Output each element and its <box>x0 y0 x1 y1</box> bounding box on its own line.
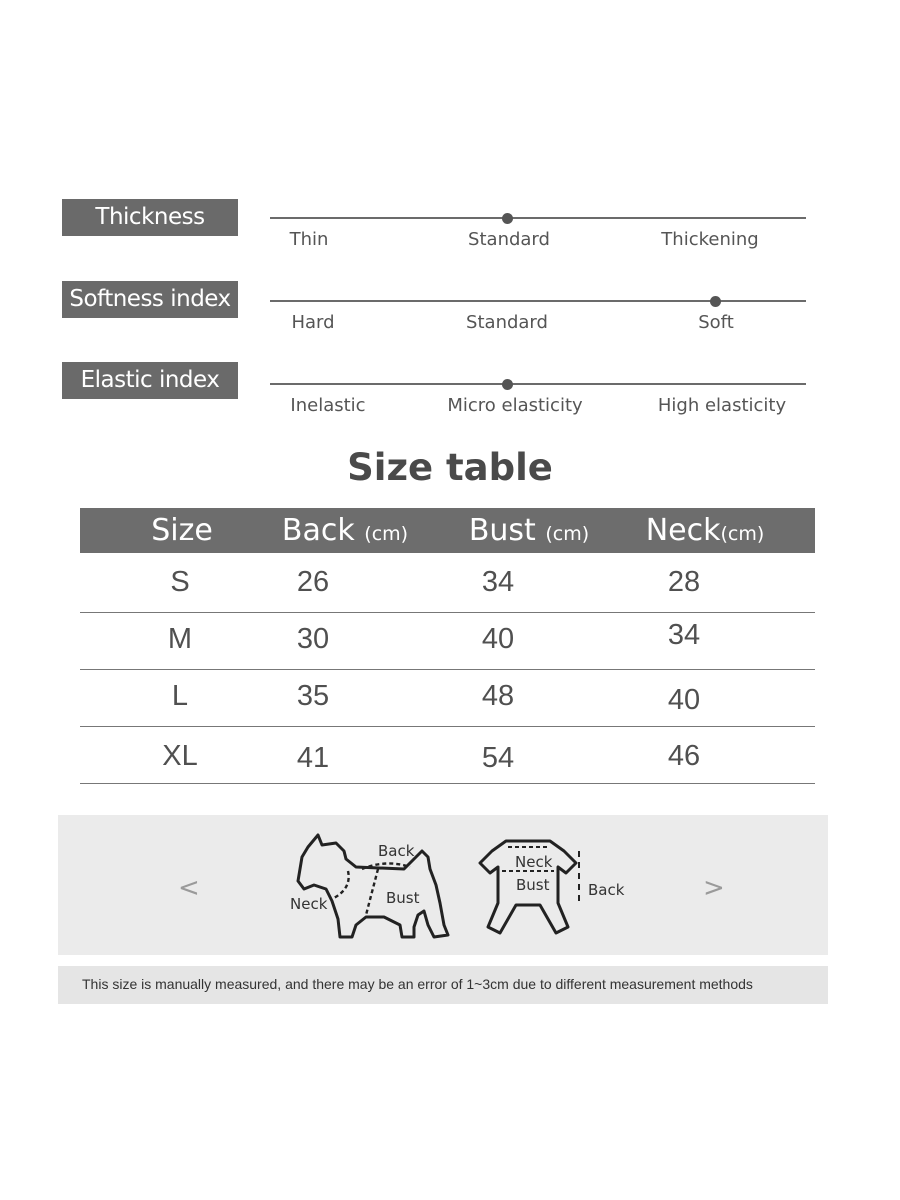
index-option: Soft <box>698 312 734 333</box>
dog-outline-icon <box>286 829 466 941</box>
index-option: High elasticity <box>657 395 787 416</box>
header-bust <box>469 508 589 553</box>
dog-back-label: Back <box>378 842 415 860</box>
index-label: Softness index <box>62 281 238 318</box>
header-unit: (cm) <box>364 523 409 545</box>
cell-size: M <box>167 623 193 655</box>
back-measure-line <box>578 851 580 901</box>
index-option: Thin <box>289 229 329 250</box>
garment-neck-label: Neck <box>515 853 553 871</box>
index-marker <box>502 379 513 390</box>
cell-bust: 34 <box>481 566 515 598</box>
index-marker <box>710 296 721 307</box>
index-scale-line <box>270 217 806 219</box>
cell-back: 35 <box>296 680 330 712</box>
cell-neck: 46 <box>667 740 701 772</box>
index-option: Standard <box>468 229 550 250</box>
dog-bust-label: Bust <box>386 889 420 907</box>
header-name: Neck <box>645 513 721 548</box>
header-back <box>282 508 408 553</box>
cell-size: S <box>170 566 190 598</box>
header-name: Bust <box>468 513 536 548</box>
measurement-diagram <box>58 815 828 955</box>
index-option: Inelastic <box>290 395 366 416</box>
index-label: Thickness index <box>62 199 238 236</box>
garment-bust-label: Bust <box>516 876 550 894</box>
index-option: Micro elasticity <box>447 395 583 416</box>
table-row <box>80 727 815 784</box>
cell-size: XL <box>162 740 198 772</box>
cell-bust: 48 <box>481 680 515 712</box>
cell-neck: 34 <box>667 619 701 651</box>
next-arrow-icon: > <box>703 873 725 903</box>
size-table-header <box>80 508 815 553</box>
index-scale-line <box>270 300 806 302</box>
cell-back: 30 <box>296 623 330 655</box>
header-unit: (cm) <box>545 523 590 545</box>
table-row <box>80 613 815 670</box>
cell-back: 41 <box>296 742 330 774</box>
index-scale-line <box>270 383 806 385</box>
prev-arrow-icon: < <box>178 873 200 903</box>
table-row <box>80 670 815 727</box>
index-label: Elastic index <box>62 362 238 399</box>
note-text: This size is manually measured, and there may be an error of 1~3cm due to different measurement methods <box>82 976 753 992</box>
row-divider <box>80 783 815 785</box>
cell-bust: 40 <box>481 623 515 655</box>
cell-size: L <box>171 680 189 712</box>
cell-back: 26 <box>296 566 330 598</box>
index-option: Hard <box>291 312 335 333</box>
cell-neck: 40 <box>667 684 701 716</box>
cell-neck: 28 <box>667 566 701 598</box>
index-option: Standard <box>466 312 548 333</box>
header-size <box>151 508 213 553</box>
size-table-title: Size table <box>347 446 553 489</box>
header-unit: (cm) <box>720 523 765 545</box>
measurement-note <box>58 966 828 1004</box>
cell-bust: 54 <box>481 742 515 774</box>
header-name: Size <box>151 513 213 548</box>
garment-back-label: Back <box>588 881 625 899</box>
index-marker <box>502 213 513 224</box>
dog-neck-label: Neck <box>290 895 328 913</box>
header-name: Back <box>281 513 355 548</box>
header-neck <box>646 508 765 553</box>
index-option: Thickening <box>661 229 759 250</box>
table-row <box>80 556 815 613</box>
